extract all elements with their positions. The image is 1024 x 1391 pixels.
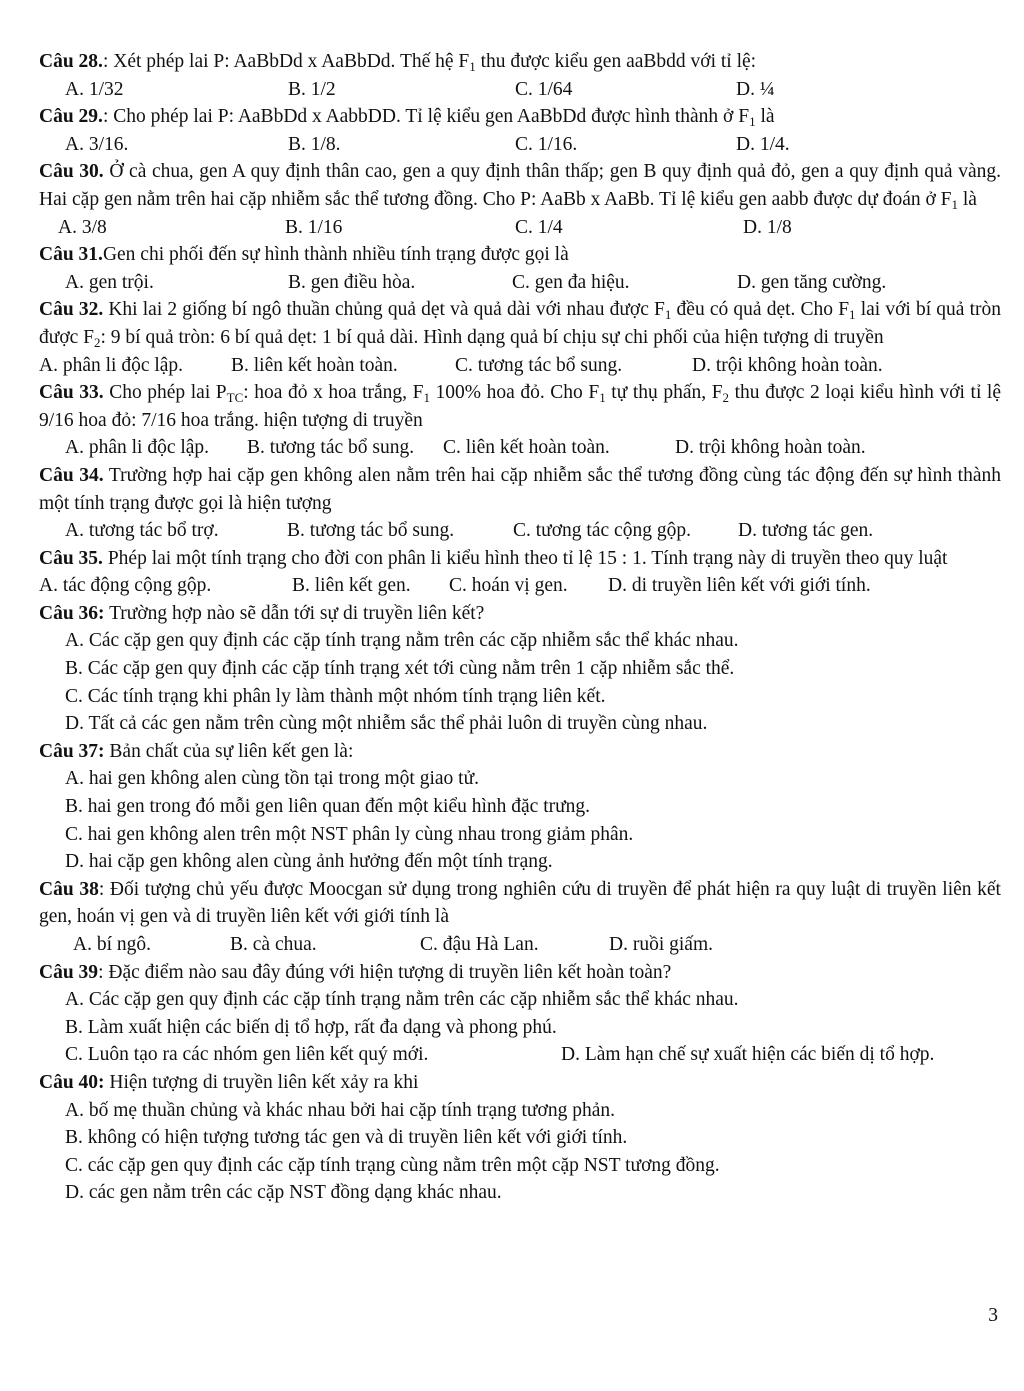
option-a: A. Các cặp gen quy định các cặp tính trạng nằm trên các cặp nhiễm sắc thể khác nhau.	[65, 630, 739, 652]
option-a: A. bí ngô.	[73, 934, 151, 955]
question-33: Câu 33. Cho phép lai $P_{TC}$: hoa đỏ x hoa trắng, $F_1$ 100% hoa đỏ. Cho $F_1$ tự thụ phấn, $F_2$ thu được 2 loại kiểu hình với tỉ lệ 9/16 hoa đỏ: 7/16 hoa trắng. hiện tượng di truyền	[39, 382, 1002, 431]
question-34: Câu 34. Trường hợp hai cặp gen không alen nằm trên hai cặp nhiễm sắc thể tương đồng cùng tác động đến sự hình thành một tính trạng được gọi là hiện tượng	[39, 464, 1002, 514]
option-a: A. 1/32	[65, 78, 124, 100]
question-number: Câu 32.	[39, 299, 104, 321]
option-c: C. 1/16.	[515, 133, 578, 155]
option-b: B. liên kết hoàn toàn.	[231, 354, 398, 376]
question-number: Câu 35.	[39, 547, 103, 569]
option-b: B. hai gen trong đó mỗi gen liên quan đến một kiểu hình đặc trưng.	[65, 796, 591, 818]
question-29: Câu 29.: Cho phép lai P: AaBbDd x AabbDD. Tỉ lệ kiểu gen AaBbDd được hình thành ở $F_1$ là	[39, 106, 775, 130]
question-28: Câu 28.: Xét phép lai P: AaBbDd x AaBbDd. Thế hệ $F_1$ thu được kiểu gen aaBbdd với tỉ lệ:	[39, 51, 757, 74]
options-33	[39, 434, 1001, 462]
option-a: A. tương tác bổ trợ.	[65, 520, 219, 542]
option-b: B. 1/8.	[288, 133, 341, 155]
question-37: Câu 37: Bản chất của sự liên kết gen là:	[39, 740, 354, 762]
options-28	[39, 76, 1001, 104]
question-number: Câu 40:	[39, 1071, 105, 1093]
option-d: D. trội không hoàn toàn.	[692, 354, 883, 376]
option-a: A. hai gen không alen cùng tồn tại trong một giao tử.	[65, 768, 480, 790]
option-b: B. cà chua.	[230, 934, 317, 955]
option-b: B. Làm xuất hiện các biến dị tổ hợp, rất đa dạng và phong phú.	[65, 1016, 557, 1038]
question-number: Câu 31.	[39, 244, 103, 266]
question-30: Câu 30. Ở cà chua, gen A quy định thân cao, gen a quy định thân thấp; gen B quy định quả đỏ, gen a quy định quả vàng. Hai cặp gen nằm trên hai cặp nhiễm sắc thể tương đồng. Cho P: AaBb x AaBb. Tỉ lệ kiểu gen aabb được dự đoán ở $F_1$ là	[39, 161, 1001, 212]
exam-page	[39, 48, 1001, 1207]
option-b: B. không có hiện tượng tương tác gen và di truyền liên kết với giới tính.	[65, 1127, 628, 1149]
option-a: A. gen trội.	[65, 271, 154, 293]
question-number: Câu 34.	[39, 464, 104, 486]
question-35: Câu 35. Phép lai một tính trạng cho đời con phân li kiểu hình theo tỉ lệ 15 : 1. Tính trạng này di truyền theo quy luật	[39, 547, 948, 569]
options-32	[39, 352, 1001, 380]
option-c: C. các cặp gen quy định các cặp tính trạng cùng nằm trên một cặp NST tương đồng.	[65, 1154, 720, 1176]
option-c: C. hoán vị gen.	[449, 575, 568, 597]
options-30	[39, 214, 1001, 242]
option-d: D. các gen nằm trên các cặp NST đồng dạng khác nhau.	[65, 1182, 502, 1204]
question-39: Câu 39: Đặc điểm nào sau đây đúng với hiện tượng di truyền liên kết hoàn toàn?	[39, 961, 672, 983]
option-d: D. hai cặp gen không alen cùng ảnh hưởng đến một tính trạng.	[65, 851, 553, 873]
option-d: D. 1/8	[743, 216, 792, 238]
option-c: C. 1/4	[515, 216, 563, 238]
question-number: Câu 37:	[39, 740, 105, 762]
option-d: D. trội không hoàn toàn.	[675, 437, 866, 459]
option-d: D. ¼	[736, 78, 775, 100]
option-b: B. gen điều hòa.	[288, 271, 416, 293]
option-d: D. di truyền liên kết với giới tính.	[608, 575, 871, 597]
options-31	[39, 269, 1001, 297]
question-40: Câu 40: Hiện tượng di truyền liên kết xảy ra khi	[39, 1071, 419, 1093]
option-a: A. phân li độc lập.	[39, 354, 184, 376]
options-35	[39, 572, 1001, 600]
question-number: Câu 36:	[39, 602, 105, 624]
question-number: Câu 38	[39, 878, 99, 900]
question-number: Câu 39	[39, 961, 99, 983]
option-d: D. gen tăng cường.	[737, 271, 887, 293]
option-d: D. ruồi giấm.	[609, 934, 713, 955]
question-38: Câu 38: Đối tượng chủ yếu được Moocgan sử dụng trong nghiên cứu di truyền để phát hiện ra quy luật di truyền liên kết gen, hoán vị gen và di truyền liên kết với giới tính là	[39, 878, 1001, 928]
question-number: Câu 30.	[39, 161, 104, 183]
option-d: D. tương tác gen.	[738, 520, 874, 542]
options-34	[39, 517, 1001, 545]
option-d: D. Làm hạn chế sự xuất hiện các biến dị tổ hợp.	[561, 1044, 935, 1066]
option-d: D. Tất cả các gen nằm trên cùng một nhiễm sắc thể phải luôn di truyền cùng nhau.	[65, 713, 708, 735]
option-b: B. tương tác bổ sung.	[247, 437, 415, 459]
option-b: B. tương tác bổ sung.	[287, 520, 455, 542]
option-c: C. tương tác cộng gộp.	[513, 520, 691, 542]
option-d: D. 1/4.	[736, 133, 790, 155]
question-32: Câu 32. Khi lai 2 giống bí ngô thuần chủng quả dẹt và quả dài với nhau được $F_1$ đều có quả dẹt. Cho $F_1$ lai với bí quả tròn được $F_2$: 9 bí quả tròn: 6 bí quả dẹt: 1 bí quả dài. Hình dạng quả bí chịu sự chi phối của hiện tượng di truyền	[39, 299, 1001, 350]
option-b: B. liên kết gen.	[292, 575, 411, 597]
option-a: A. tác động cộng gộp.	[39, 575, 212, 597]
option-a: A. Các cặp gen quy định các cặp tính trạng nằm trên các cặp nhiễm sắc thể khác nhau.	[65, 989, 739, 1011]
options-39-cd	[39, 1041, 1001, 1069]
option-c: C. Luôn tạo ra các nhóm gen liên kết quý mới.	[65, 1044, 429, 1066]
question-31: Câu 31.Gen chi phối đến sự hình thành nhiều tính trạng được gọi là	[39, 244, 569, 266]
question-number: Câu 28.	[39, 51, 103, 72]
option-c: C. liên kết hoàn toàn.	[443, 437, 610, 459]
option-c: C. đậu Hà Lan.	[420, 934, 539, 955]
options-29	[39, 131, 1001, 159]
option-a: A. phân li độc lập.	[65, 437, 210, 459]
option-a: A. 3/8	[58, 216, 107, 238]
option-a: A. bố mẹ thuần chủng và khác nhau bởi hai cặp tính trạng tương phản.	[65, 1099, 615, 1121]
option-c: C. 1/64	[515, 78, 573, 100]
option-c: C. gen đa hiệu.	[512, 271, 630, 293]
option-a: A. 3/16.	[65, 133, 129, 155]
page-number: 3	[988, 1305, 998, 1326]
option-c: C. Các tính trạng khi phân ly làm thành một nhóm tính trạng liên kết.	[65, 685, 606, 707]
option-b: B. Các cặp gen quy định các cặp tính trạng xét tới cùng nằm trên 1 cặp nhiễm sắc thể.	[65, 658, 735, 680]
question-number: Câu 29.	[39, 106, 103, 128]
options-38	[39, 931, 1001, 959]
option-c: C. tương tác bổ sung.	[455, 354, 623, 376]
question-number: Câu 33.	[39, 382, 104, 404]
option-b: B. 1/2	[288, 78, 336, 100]
option-c: C. hai gen không alen trên một NST phân ly cùng nhau trong giảm phân.	[65, 823, 634, 845]
question-36: Câu 36: Trường hợp nào sẽ dẫn tới sự di truyền liên kết?	[39, 602, 485, 624]
option-b: B. 1/16	[285, 216, 343, 238]
